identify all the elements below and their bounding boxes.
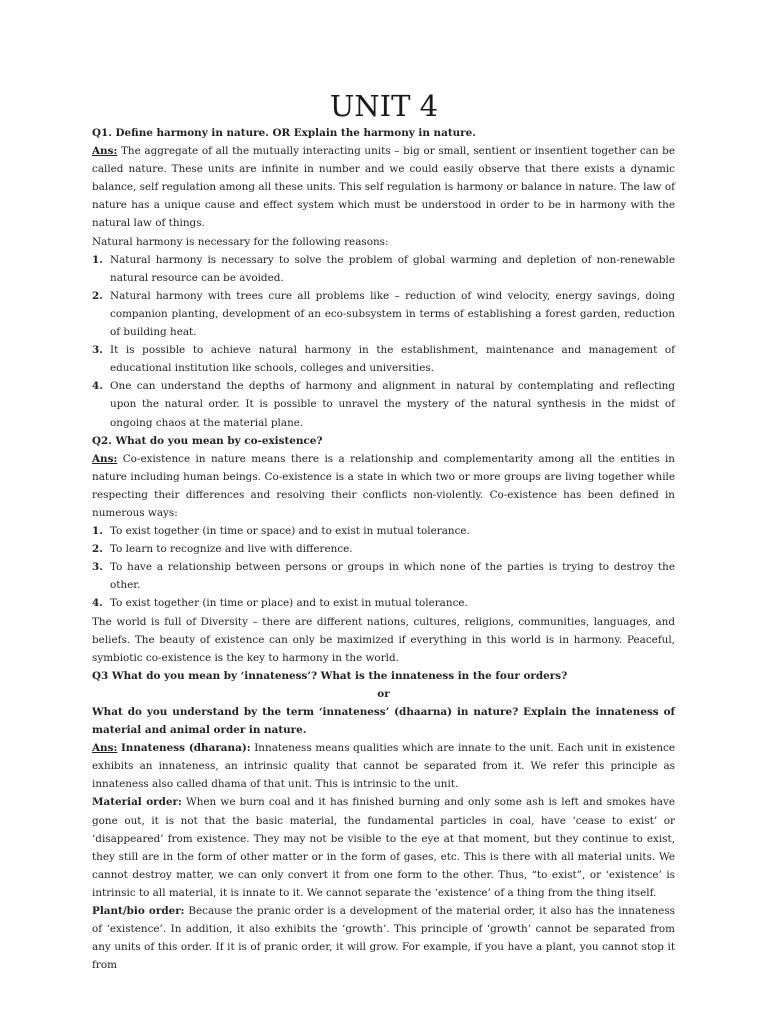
q2-answer-text: Co-existence in nature means there is a relationship and complementarity among all the entities in nature including human beings. Co-existence is a state in which two or more groups are living together while respecting their differences and resolving their conflicts non-violently. Co-existence has been defined in numerous ways: <box>92 452 675 519</box>
material-order-label: Material order: <box>92 796 182 809</box>
list-item: 4. One can understand the depths of harmony and alignment in natural by contemplating and reflecting upon the natural order. It is possible to unravel the mystery of the natural synthesis in the midst of ongoing chaos at the material plane. <box>92 380 675 429</box>
plant-order-text: Because the pranic order is a development of the material order, it also has the innateness of ‘existence’. In addition, it also exhibits the ‘growth’. This principle of ‘growth’ cannot be separated from any units of this order. If it is of pranic order, it will grow. For example, if you have a plant, you cannot stop it from <box>92 905 675 972</box>
list-item: 2. To learn to recognize and live with difference. <box>92 543 353 556</box>
q1-answer <box>92 142 675 232</box>
q3-question-alt: What do you understand by the term ‘innateness’ (dhaarna) in nature? Explain the innateness of material and animal order in nature. <box>92 706 675 737</box>
q2-closing: The world is full of Diversity – there are different nations, cultures, religions, communities, languages, and beliefs. The beauty of existence can only be maximized if everything in this world is in harmony. Peaceful, symbiotic co-existence is the key to harmony in the world. <box>92 615 675 664</box>
q3-ans-label: Ans: <box>92 742 118 755</box>
q3-answer-text: Innateness means qualities which are innate to the unit. Each unit in existence exhibits an innateness, an intrinsic quality that cannot be separated from it. We refer this principle as innateness also called dhama of that unit. This is intrinsic to the unit. <box>92 742 675 791</box>
q3-term: Innateness (dharana): <box>120 742 251 755</box>
q3-answer <box>92 739 675 793</box>
q2-question: Q2. What do you mean by co-existence? <box>92 434 323 447</box>
q1-question: Q1. Define harmony in nature. OR Explain the harmony in nature. <box>92 127 476 139</box>
list-item: 4. To exist together (in time or place) and to exist in mutual tolerance. <box>92 597 468 610</box>
material-order-text: When we burn coal and it has finished burning and only some ash is left and smokes have gone out, it is not that the basic material, the fundamental particles in coal, have ‘cease to exist’ or ‘disappeared’ from existence. They may not be visible to the eye at that moment, but they continue to exist, they still are in the form of other matter or in the form of gases, etc. This is there with all material units. We cannot destroy matter, we can only convert it from one form to the other. Thus, “to exist”, or ‘existence’ is intrinsic to all material, it is innate to it. We cannot separate the ‘existence’ of a thing from the thing itself. <box>92 796 675 899</box>
list-item: 2. Natural harmony with trees cure all problems like – reduction of wind velocity, energy savings, doing companion planting, development of an eco-subsystem in terms of establishing a forest garden, reduction of building heat. <box>92 289 675 339</box>
q3-material-order <box>92 793 675 902</box>
plant-order-label: Plant/bio order: <box>92 905 185 918</box>
list-item: 1. Natural harmony is necessary to solve the problem of global warming and depletion of non-renewable natural resource can be avoided. <box>92 253 675 284</box>
q2-ans-label: Ans: <box>92 452 118 465</box>
q2-answer <box>92 450 675 522</box>
q3-or: or <box>377 687 390 700</box>
list-item: 3. It is possible to achieve natural harmony in the establishment, maintenance and management of educational institution like schools, colleges and universities. <box>92 344 675 375</box>
list-item: 3. To have a relationship between persons or groups in which none of the parties is trying to destroy the other. <box>92 561 675 592</box>
page-title: UNIT 4 <box>329 89 439 123</box>
q3-plant-order <box>92 902 675 974</box>
q3-question: Q3 What do you mean by ‘innateness’? What is the innateness in the four orders? <box>92 669 568 682</box>
q1-intro: Natural harmony is necessary for the following reasons: <box>92 235 389 248</box>
q1-ans-label: Ans: <box>92 145 118 158</box>
q1-answer-text: The aggregate of all the mutually interacting units – big or small, sentient or insentient together can be called nature. These units are infinite in number and we could easily observe that there exists a dynamic balance, self regulation among all these units. This self regulation is harmony or balance in nature. The law of nature has a unique cause and effect system which must be understood in order to be in harmony with the natural law of things. <box>92 145 675 230</box>
list-item: 1. To exist together (in time or space) and to exist in mutual tolerance. <box>92 525 470 538</box>
document-body <box>92 124 675 974</box>
